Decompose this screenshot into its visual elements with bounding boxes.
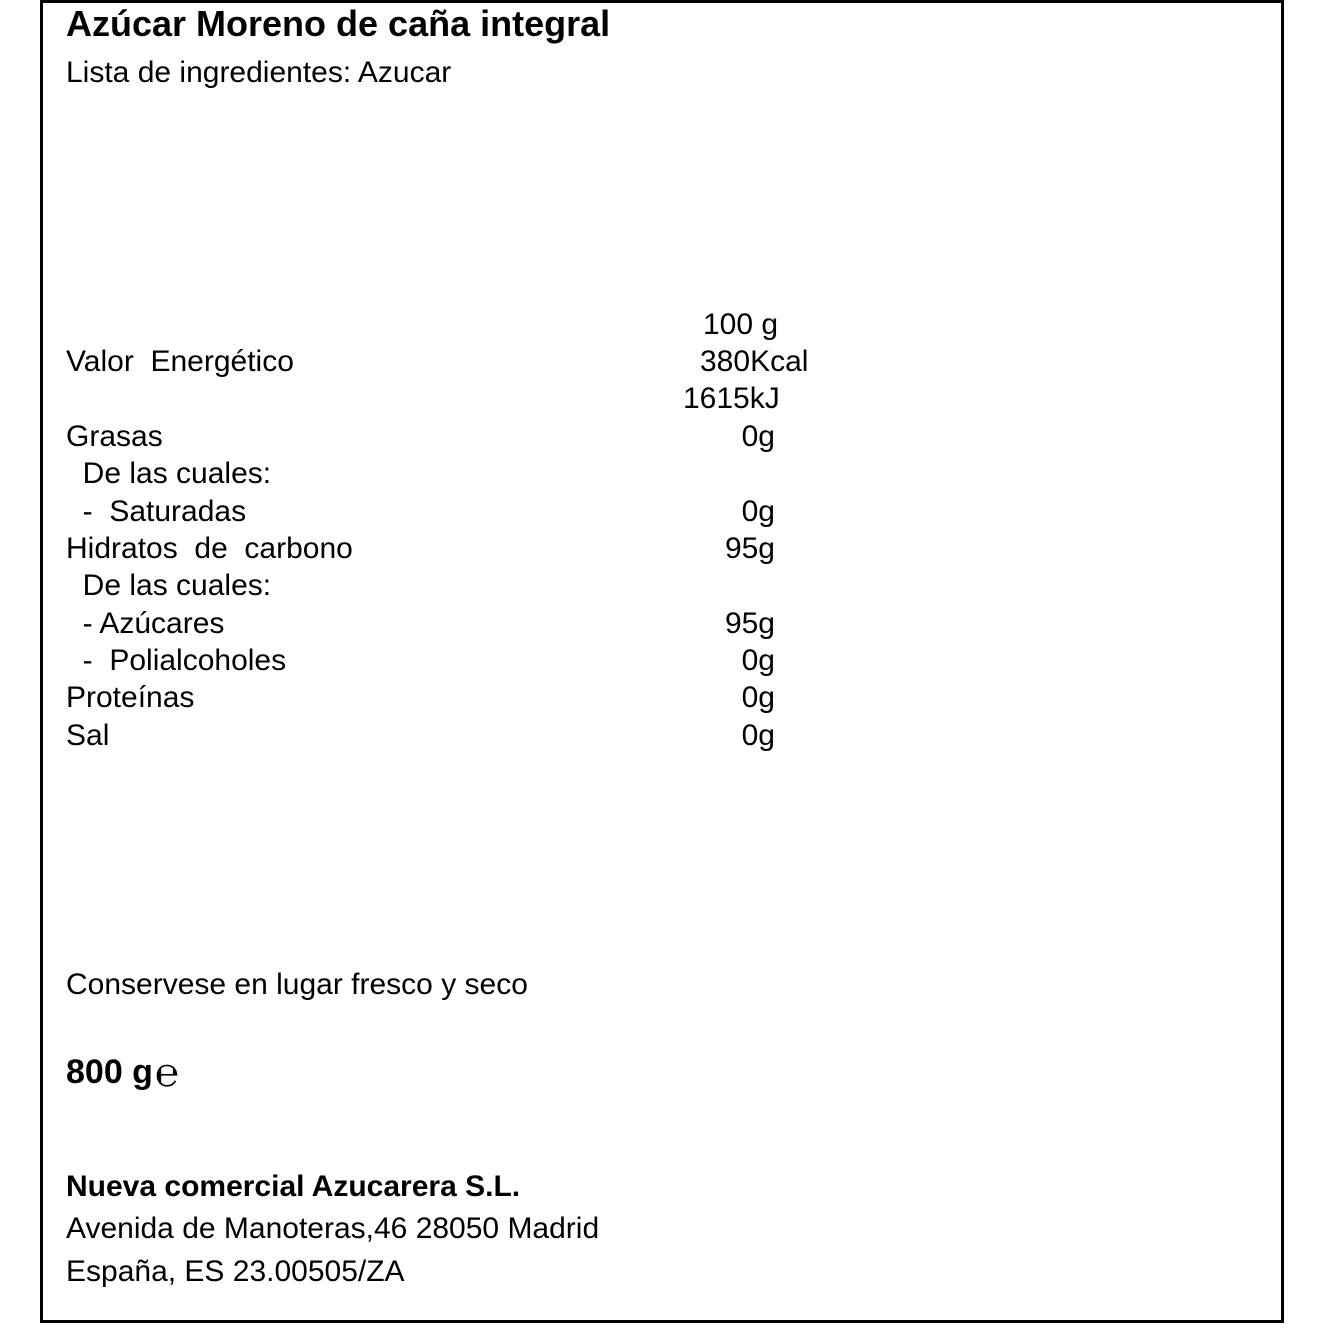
nutrition-row-label: - Azúcares bbox=[66, 607, 225, 640]
nutrition-row-label: Sal bbox=[66, 719, 110, 752]
nutrition-row-label: Hidratos de carbono bbox=[66, 532, 353, 565]
estimated-sign-icon: ℮ bbox=[154, 1050, 179, 1096]
net-weight bbox=[66, 1050, 179, 1096]
nutrition-row-value: 0g bbox=[741, 681, 775, 714]
product-title: Azúcar Moreno de caña integral bbox=[66, 3, 611, 44]
energy-kj bbox=[683, 384, 780, 414]
nutrition-row-value: 0g bbox=[741, 719, 775, 752]
nutrition-row-label: Proteínas bbox=[66, 681, 195, 714]
nutrition-row-label: - Polialcoholes bbox=[66, 644, 287, 677]
energy-kj-unit: kJ bbox=[749, 382, 780, 415]
manufacturer-address: Avenida de Manoteras,46 28050 Madrid bbox=[66, 1212, 600, 1245]
storage-instructions: Conservese en lugar fresco y seco bbox=[66, 968, 528, 1001]
energy-kcal bbox=[700, 347, 808, 377]
nutrition-row-label: Grasas bbox=[66, 420, 163, 453]
energy-kcal-value: 380 bbox=[700, 345, 751, 378]
portion-header: 100 g bbox=[703, 308, 779, 341]
nutrition-row-value: 0g bbox=[741, 420, 775, 453]
nutrition-row-value: 95g bbox=[724, 607, 775, 640]
energy-kcal-unit: Kcal bbox=[750, 345, 809, 378]
nutrition-row-label: - Saturadas bbox=[66, 495, 247, 528]
nutrition-row-label: De las cuales: bbox=[66, 457, 272, 490]
nutrition-row-value: 0g bbox=[741, 495, 775, 528]
manufacturer-country-registry: España, ES 23.00505/ZA bbox=[66, 1255, 405, 1288]
energy-kj-value: 1615 bbox=[683, 382, 750, 415]
energy-label: Valor Energético bbox=[66, 345, 294, 378]
nutrition-row-value: 0g bbox=[741, 644, 775, 677]
manufacturer-name: Nueva comercial Azucarera S.L. bbox=[66, 1170, 521, 1203]
ingredients-list: Lista de ingredientes: Azucar bbox=[66, 56, 452, 89]
nutrition-row-value: 95g bbox=[724, 532, 775, 565]
net-weight-value: 800 g bbox=[66, 1053, 153, 1091]
nutrition-row-label: De las cuales: bbox=[66, 569, 272, 602]
